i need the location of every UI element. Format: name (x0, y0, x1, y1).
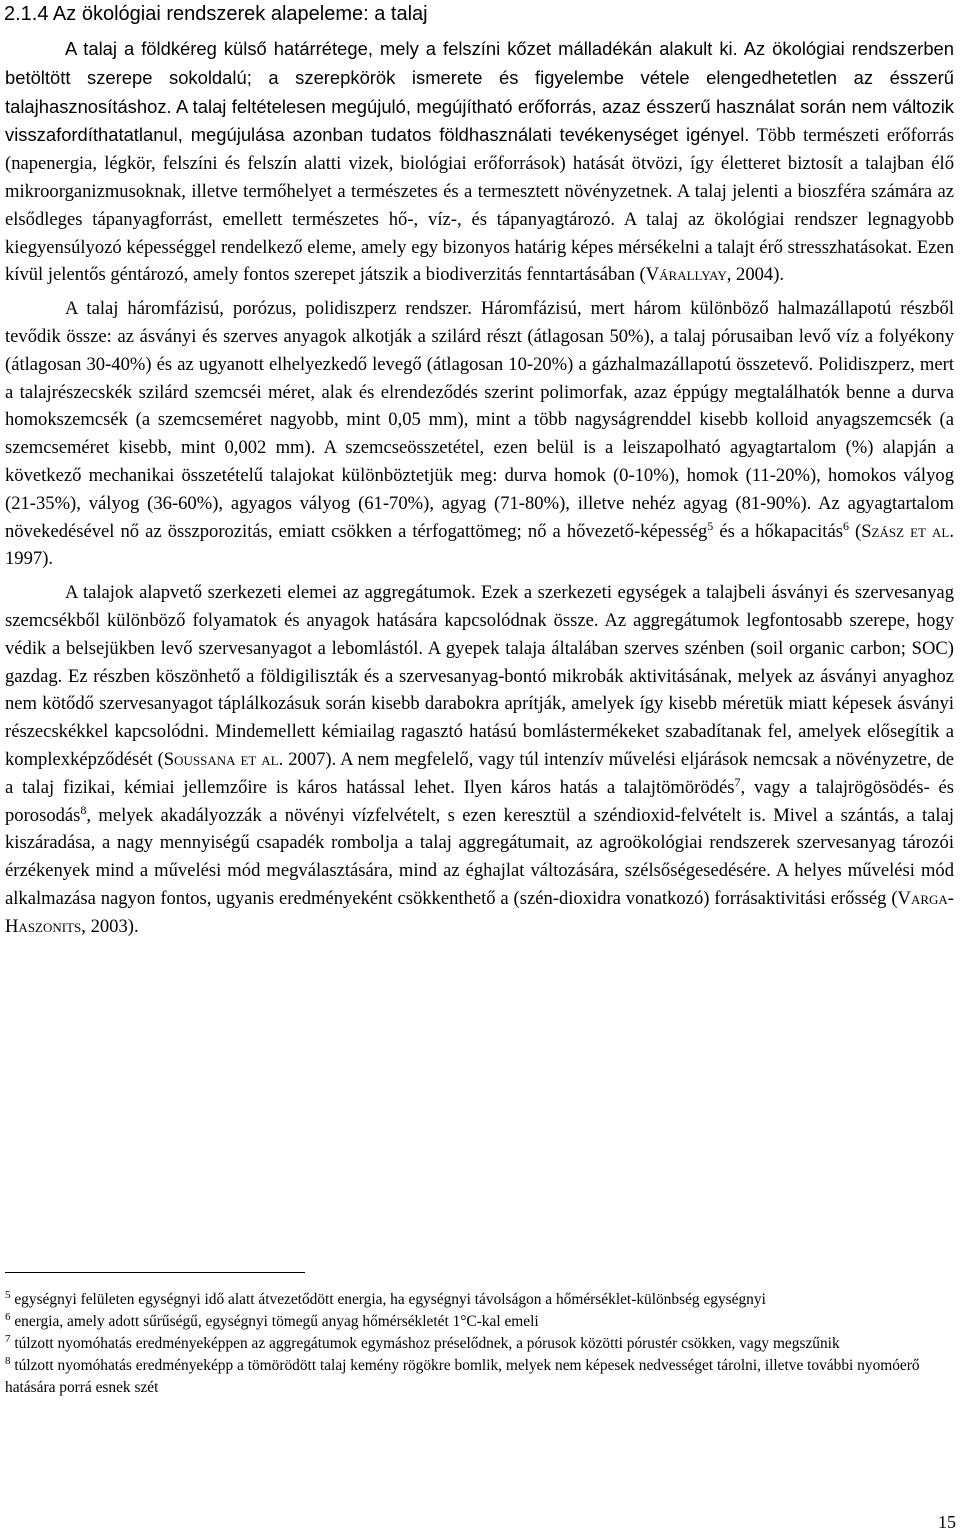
footnote-ref: 6 (842, 518, 849, 533)
section-heading: 2.1.4 Az ökológiai rendszerek alapeleme: a talaj (4, 3, 428, 25)
footnote (5, 1333, 954, 1355)
footnote-number: 6 (5, 1310, 11, 1323)
citation: Varga-Haszonits (5, 887, 954, 937)
paragraph-text: A talajok alapvető szerkezeti elemei az aggregátumok. Ezek a szerkezeti egységek a talajbeli ásványi és szervesanyag szemcsékből különböző folyamatok és anyagok hatására kapcsolódnak össze. Az aggregátumok legfontosabb szerepe, hogy védik a belsejükben levő szervesanyagot a lebomlástól. A gyepek talaja általában szerves szénben (soil organic carbon; SOC) gazdag. Ez részben köszönhető a földigiliszták és a szervesanyag-bontó mikrobák aktivitásának, melyek az ásványi anyaghoz nem kötődő szervesanyagot táplálkozásuk során kisebb darabokra aprítják, amelyek így kisebb méretük miatt képesek ásványi részecskékkel kapcsolódni. Mindemellett kémiailag ragasztó hatású bomlástermékeket szabadítanak fel, amelyek elősegítik a komplexképződését ( (5, 582, 954, 770)
footnote-ref: 5 (707, 518, 714, 533)
paragraph-sans-text: A talaj a földkéreg külső határrétege, mely a felszíni kőzet málladékán alakult ki. Az ökológiai rendszerben betöltött szerepe sokoldalú; a szerepkörök ismerete és figyelembe vétele elengedhetetlen az ésszerű talajhasznosításhoz. A talaj feltételesen megújuló, megújítható erőforrás, azaz ésszerű használat során nem változik visszafordíthatatlanul, megújulása azonban tudatos földhasználati tevékenységet igényel. (5, 38, 954, 146)
footnote-text: túlzott nyomóhatás eredményeképp a tömörödött talaj kemény rögökre bomlik, melyek nem képesek nedvességet tárolni, illetve további nyomóerő hatására porrá esnek szét (5, 1357, 920, 1396)
body-text (5, 35, 954, 947)
paragraph-text: A talaj háromfázisú, porózus, polidiszperz rendszer. Háromfázisú, mert három különböző halmazállapotú részből tevődik össze: az ásványi és szerves anyagok alkotják a szilárd részt (átlagosan 50%), a talaj pórusaiban levő víz a folyékony (átlagosan 30-40%) és az ugyanott elhelyezkedő levegő (átlagosan 10-20%) a gázhalmazállapotú összetevő. Polidiszperz, mert a talajrészecskék szilárd szemcséi méret, alak és elrendeződés szerint polimorfak, azaz éppúgy megtalálhatók benne a durva homokszemcsék (a szemcseméret nagyobb, mint 0,05 mm), mint a több nagyságrenddel kisebb kolloid anyagszemcsék (a szemcseméret kisebb, mint 0,002 mm). A szemcseösszetétel, ezen belül is a leiszapolható agyagtartalom (%) alapján a következő mechanikai összetételű talajokat különböztetjük meg: durva homok (0-10%), homok (11-20%), homokos vályog (21-35%), vályog (36-60%), agyagos vályog (61-70%), agyag (71-80%), illetve nehéz agyag (81-90%). Az agyagtartalom növekedésével nő az összporozitás, emiatt csökken a térfogattömeg; nő a hővezető-képesség (5, 298, 954, 542)
paragraph-text: és a hőkapacitás (713, 520, 843, 542)
paragraph-soil-phases (5, 295, 954, 573)
citation: Várallyay (645, 264, 727, 286)
paragraph-aggregates (5, 579, 954, 940)
footnote-number: 8 (5, 1354, 11, 1367)
footnote-number: 7 (5, 1332, 11, 1345)
footnote-text: túlzott nyomóhatás eredményeképpen az aggregátumok egymáshoz préselődnek, a pórusok közötti pórustér csökken, vagy megszűnik (10, 1335, 840, 1352)
paragraph-text: Több természeti erőforrás (napenergia, légkör, felszíni és felszín alatti vizek, biológiai erőforrások) hatását ötvözi, így életteret biztosít a talajban élő mikroorganizmusoknak, illetve termőhelyet a természetes és a termesztett növényzetnek. A talaj jelenti a bioszféra számára az elsődleges tápanyagforrást, emellett természetes hő-, víz-, és tápanyagtározó. A talaj az ökológiai rendszer legnagyobb kiegyensúlyozó képességgel rendelkező eleme, amely egy bizonyos határig képes mérsékelni a talajt érő stresszhatásokat. Ezen kívül jelentős géntározó, amely fontos szerepet játszik a biodiverzitás fenntartásában ( (5, 125, 954, 286)
footnote (5, 1355, 954, 1399)
citation: Soussana et al. (163, 748, 284, 770)
paragraph-text: ( (848, 520, 862, 542)
footnote-ref: 7 (734, 774, 741, 789)
paragraph-text: 1997). (5, 548, 54, 570)
footnote-text: egységnyi felületen egységnyi idő alatt átvezetődött energia, ha egységnyi távolságon a hőmérséklet-különbség egységnyi (10, 1291, 766, 1308)
paragraph-text: 2007). A nem megfelelő, vagy túl intenzív művelési eljárások nemcsak a növényzetre, de a talaj fizikai, kémiai jellemzőire is káros hatással lehet. Ilyen káros hatás a talajtömörödés (5, 748, 954, 798)
paragraph-text: , 2003). (81, 915, 139, 937)
paragraph-text: , 2004). (726, 264, 785, 286)
paragraph-text: , melyek akadályozzák a növényi vízfelvételt, s ezen keresztül a széndioxid-felvételt is. Mivel a szántás, a talaj kiszáradása, a nagy mennyiségű csapadék rombolja a talaj aggregátumait, az agroökológiai rendszerek szervesanyag tározói érzékenyek mind a művelési mód megválasztására, mind az éghajlat változására, szélsőségesedésére. A helyes művelési mód alkalmazása nagyon fontos, ugyanis eredményeként csökkenthető a (szén-dioxidra vonatkozó) forrásaktivitási erősség ( (5, 804, 954, 909)
footnote-separator (5, 1272, 305, 1273)
footnote-number: 5 (5, 1288, 11, 1301)
paragraph-soil-intro (5, 35, 954, 289)
footnotes (5, 1289, 954, 1399)
citation: Szász et al. (861, 520, 954, 542)
footnote-ref: 8 (80, 802, 87, 817)
paragraph-text: , vagy a talajrögösödés- és porosodás (5, 776, 954, 826)
footnote (5, 1311, 954, 1333)
footnote (5, 1289, 954, 1311)
footnote-text: energia, amely adott sűrűségű, egységnyi tömegű anyag hőmérsékletét 1°C-kal emeli (10, 1313, 539, 1330)
page-number: 15 (938, 1512, 956, 1532)
